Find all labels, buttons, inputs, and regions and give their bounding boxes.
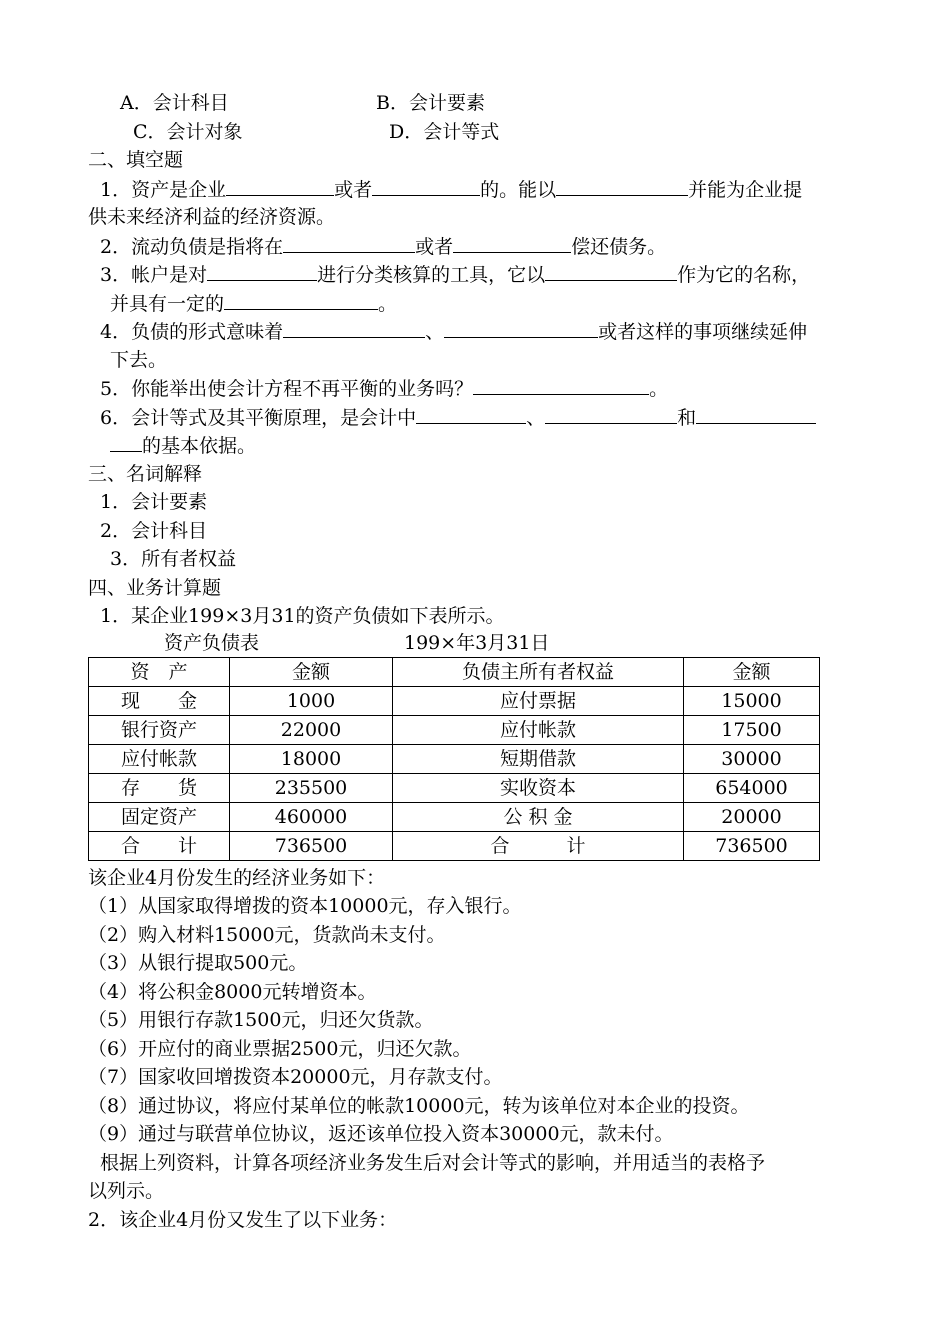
question-4-1-intro: 1．某企业199×3月31的资产负债如下表所示。 [100,605,505,627]
business-item: （7）国家收回增拨资本20000元，月存款支付。 [88,1066,503,1088]
term-item: 2．会计科目 [100,520,208,542]
blank-line [372,177,480,196]
option-b: B．会计要素 [376,92,485,114]
header-assets: 资 产 [89,658,230,687]
instruction-text: 根据上列资料，计算各项经济业务发生后对会计等式的影响，并用适当的表格予 [100,1152,766,1174]
business-intro: 该企业4月份发生的经济业务如下： [88,867,386,889]
blank-line [545,262,677,281]
table-header-row [89,658,820,687]
option-d: D．会计等式 [389,121,500,143]
business-item: （5）用银行存款1500元，归还欠货款。 [88,1009,434,1031]
term-item: 3．所有者权益 [110,548,237,570]
blank-line [473,376,649,395]
blank-line [207,262,317,281]
section-title-calculation: 四、业务计算题 [88,577,222,599]
section-title-terms: 三、名词解释 [88,463,203,485]
blank-line [226,177,334,196]
question-2-3: 3．帐户是对 进行分类核算的工具，它以 作为它的名称， [100,264,811,286]
balance-sheet-table [88,657,820,861]
instruction-text-cont: 以列示。 [88,1180,165,1202]
question-2-2: 2．流动负债是指将在 或者 偿还债务。 [100,236,667,258]
question-2-6-cont: 的基本依据。 [110,433,256,458]
question-2-1-cont: 供未来经济利益的经济资源。 [88,206,336,228]
table-row: 现 金 1000 应付票据 15000 [89,687,820,716]
option-a: A．会计科目 [120,92,229,114]
business-item: （6）开应付的商业票据2500元，归还欠款。 [88,1038,472,1060]
table-row: 固定资产 460000 公 积 金 20000 [89,803,820,832]
blank-line [545,405,677,424]
header-amount: 金额 [230,658,393,687]
table-title: 资产负债表 [164,632,260,654]
question-2-6: 6．会计等式及其平衡原理，是会计中 、 和 [100,405,816,430]
business-item: （3）从银行提取500元。 [88,952,308,974]
blank-line [556,177,688,196]
section-title-fill-in: 二、填空题 [88,149,184,171]
blank-line [283,234,415,253]
table-date: 199×年3月31日 [404,632,550,654]
table-row: 银行资产 22000 应付帐款 17500 [89,716,820,745]
business-item: （1）从国家取得增拨的资本10000元，存入银行。 [88,895,522,917]
business-item: （9）通过与联营单位协议，返还该单位投入资本30000元，款未付。 [88,1123,674,1145]
question-2-4: 4．负债的形式意味着 、 或者这样的事项继续延伸 [100,321,808,343]
question-2-3-cont: 并具有一定的 。 [110,293,398,315]
business-item: （4）将公积金8000元转增资本。 [88,981,377,1003]
blank-line [224,291,378,310]
blank-line [696,405,816,424]
blank-line [416,405,526,424]
question-2-4-cont: 下去。 [110,349,168,371]
blank-line [283,319,425,338]
term-item: 1．会计要素 [100,491,208,513]
table-row: 存 货 235500 实收资本 654000 [89,774,820,803]
business-item: （8）通过协议，将应付某单位的帐款10000元，转为该单位对本企业的投资。 [88,1095,750,1117]
question-4-2-intro: 2．该企业4月份又发生了以下业务： [88,1209,398,1231]
blank-line [444,319,598,338]
table-row: 应付帐款 18000 短期借款 30000 [89,745,820,774]
header-liabilities-equity: 负债主所有者权益 [393,658,684,687]
business-item: （2）购入材料15000元，货款尚未支付。 [88,924,446,946]
option-c: C．会计对象 [133,121,243,143]
question-2-5: 5．你能举出使会计方程不再平衡的业务吗？ 。 [100,378,669,400]
blank-line [453,234,571,253]
blank-line [110,433,142,452]
table-total-row: 合 计 736500 合 计 736500 [89,832,820,861]
question-2-1: 1．资产是企业 或者 的。能以 并能为企业提 [100,179,803,201]
header-amount: 金额 [684,658,820,687]
